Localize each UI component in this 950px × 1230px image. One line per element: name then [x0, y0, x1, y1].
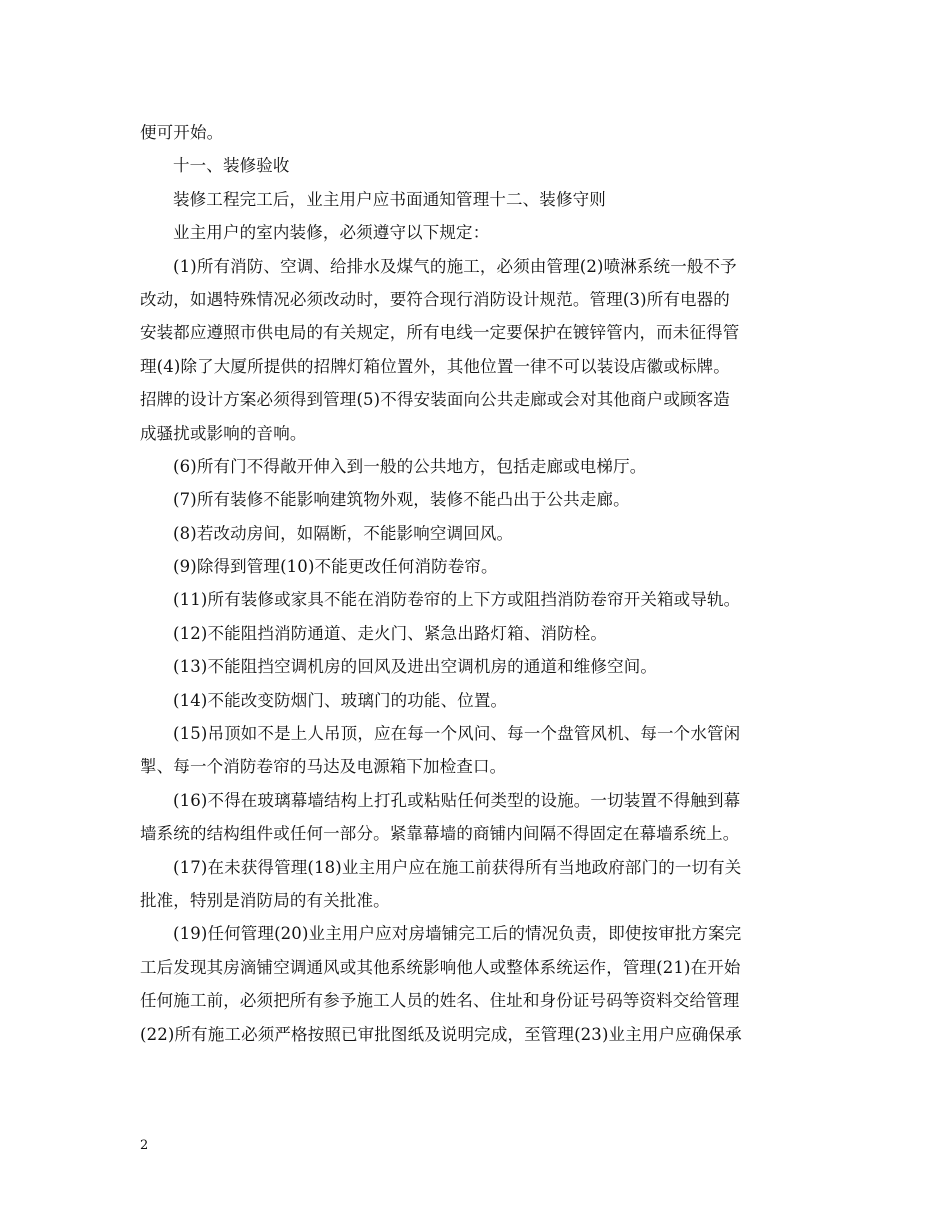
section-heading: 十一、装修验收 — [173, 156, 290, 176]
text-line: 安装都应遵照市供电局的有关规定，所有电线一定要保护在镀锌管内，而未征得管 — [140, 323, 740, 343]
text-line: 招牌的设计方案必须得到管理(5)不得安装面向公共走廊或会对其他商户或顾客造 — [140, 390, 730, 410]
text-line: 理(4)除了大厦所提供的招牌灯箱位置外，其他位置一律不可以装设店徽或标牌。 — [140, 356, 730, 376]
text-line: 批准，特别是消防局的有关批准。 — [140, 890, 390, 910]
text-line: (9)除得到管理(10)不能更改任何消防卷帘。 — [173, 557, 498, 577]
text-line: (15)吊顶如不是上人吊顶，应在每一个风问、每一个盘管风机、每一个水管闲 — [173, 724, 741, 744]
text-line: (6)所有门不得敞开伸入到一般的公共地方，包括走廊或电梯厅。 — [173, 456, 647, 476]
text-line: (1)所有消防、空调、给排水及煤气的施工，必须由管理(2)喷淋系统一般不予 — [173, 256, 737, 276]
text-line: (11)所有装修或家具不能在消防卷帘的上下方或阻挡消防卷帘开关箱或导轨。 — [173, 590, 741, 610]
text-line: (7)所有装修不能影响建筑物外观，装修不能凸出于公共走廊。 — [173, 490, 630, 510]
text-line: 改动，如遇特殊情况必须改动时，要符合现行消防设计规范。管理(3)所有电器的 — [140, 289, 730, 309]
text-line: (19)任何管理(20)业主用户应对房墙铺完工后的情况负责，即使按审批方案完 — [173, 924, 742, 944]
text-line: 墙系统的结构组件或任何一部分。紧靠幕墙的商铺内间隔不得固定在幕墙系统上。 — [140, 824, 740, 844]
text-line: 成骚扰或影响的音响。 — [140, 423, 307, 443]
text-line: (8)若改动房间，如隔断，不能影响空调回风。 — [173, 523, 514, 543]
text-line: 便可开始。 — [140, 123, 224, 142]
text-line: 装修工程完工后，业主用户应书面通知管理十二、装修守则 — [173, 189, 606, 209]
text-line: (13)不能阻挡空调机房的回风及进出空调机房的通道和维修空间。 — [173, 657, 658, 677]
text-line: (12)不能阻挡消防通道、走火门、紧急出路灯箱、消防栓。 — [173, 623, 608, 643]
text-line: 任何施工前，必须把所有参予施工人员的姓名、住址和身份证号码等资料交给管理 — [140, 991, 740, 1011]
text-line: (22)所有施工必须严格按照已审批图纸及说明完成，至管理(23)业主用户应确保承 — [140, 1024, 742, 1044]
text-line: (16)不得在玻璃幕墙结构上打孔或粘贴任何类型的设施。一切装置不得触到幕 — [173, 790, 741, 810]
text-line: 掣、每一个消防卷帘的马达及电源箱下加检查口。 — [140, 757, 507, 777]
text-line: 业主用户的室内装修，必须遵守以下规定： — [173, 223, 490, 243]
page-number: 2 — [140, 1138, 149, 1153]
text-line: (14)不能改变防烟门、玻璃门的功能、位置。 — [173, 690, 508, 710]
text-line: 工后发现其房滴铺空调通风或其他系统影响他人或整体系统运作，管理(21)在开始 — [140, 957, 741, 977]
text-line: (17)在未获得管理(18)业主用户应在施工前获得所有当地政府部门的一切有关 — [173, 857, 742, 877]
document-body — [140, 116, 812, 1051]
